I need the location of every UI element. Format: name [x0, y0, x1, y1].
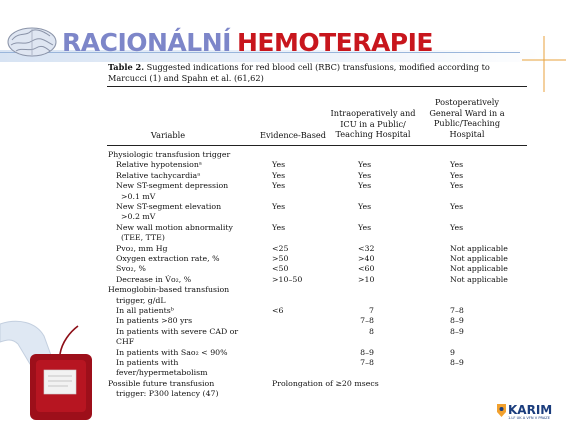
cell-evidence-based: >50 [272, 254, 289, 263]
logo-subtitle: 1.LF UK A VFN V PRAZE [508, 416, 551, 420]
cell-intraoperative: Yes [358, 202, 372, 211]
blood-bag-image [0, 318, 110, 424]
cell-variable: >0.2 mV [121, 212, 156, 222]
cell-intraoperative: 7–8 [360, 316, 374, 326]
cell-variable: In patients with [116, 358, 179, 367]
slide-title [62, 28, 433, 58]
cell-postoperative: 8–9 [450, 326, 464, 336]
cell-postoperative: Yes [450, 170, 464, 180]
cell-evidence-based: Yes [272, 181, 286, 191]
cell-postoperative: Yes [450, 181, 464, 191]
cell-evidence-based: <25 [272, 243, 289, 253]
cell-intraoperative: Yes [358, 170, 372, 180]
cell-intraoperative: >40 [358, 254, 375, 263]
cell-variable: New wall motion abnormality [116, 222, 233, 232]
cell-intraoperative: Yes [358, 160, 372, 170]
cell-variable: CHF [116, 337, 135, 347]
cell-evidence-based: >10–50 [272, 274, 303, 284]
cell-postoperative: Yes [450, 160, 464, 170]
cell-postoperative: 7–8 [450, 306, 464, 315]
cell-postoperative: Not applicable [450, 254, 508, 263]
column-header-variable: Variable [150, 130, 186, 140]
column-header-intraoperative: Intraoperatively and ICU in a Public/ Teaching Hospital [330, 108, 416, 139]
cell-variable: Possible future transfusion [108, 378, 215, 388]
cell-variable: New ST-segment elevation [116, 202, 222, 211]
cell-evidence-based: Yes [272, 160, 286, 170]
cell-intraoperative: <32 [358, 243, 375, 253]
cell-intraoperative: >10 [358, 274, 375, 284]
cell-postoperative: 9 [450, 347, 455, 357]
cell-variable: Svo₂, % [116, 264, 146, 274]
cell-postoperative: Yes [450, 202, 464, 211]
table-top-rule [107, 86, 527, 87]
title-part1: RACIONÁLNÍ [62, 28, 231, 57]
cell-variable: In all patientsᵇ [116, 306, 174, 315]
column-header-postoperative: Postoperatively General Ward in a Public/Teaching Hospital [429, 97, 505, 139]
cell-variable: Oxygen extraction rate, % [116, 254, 220, 263]
logo-name: KARIM [508, 403, 553, 417]
cell-variable: Pvo₂, mm Hg [116, 243, 168, 253]
cell-intraoperative: 7 [369, 306, 374, 315]
cell-evidence-based: <50 [272, 264, 289, 274]
cell-variable: >0.1 mV [121, 191, 156, 201]
column-header-evidence-based: Evidence-Based [260, 130, 326, 140]
cell-variable: trigger: P300 latency (47) [116, 389, 219, 399]
cell-intraoperative: 8–9 [360, 347, 374, 357]
cell-postoperative: Yes [450, 222, 464, 232]
title-part2: HEMOTERAPIE [236, 28, 433, 57]
cell-postoperative: 8–9 [450, 316, 464, 326]
brain-icon [6, 26, 58, 58]
crosshair-decoration-icon [522, 36, 566, 92]
table-header-rule [107, 145, 527, 146]
cell-variable: In patients >80 yrs [116, 316, 193, 326]
cell-intraoperative: Yes [358, 181, 372, 191]
cell-variable: (TEE, TTE) [121, 233, 165, 243]
cell-variable: New ST-segment depression [116, 181, 229, 191]
cell-evidence-based: Yes [272, 222, 286, 232]
cell-variable: Relative tachycardiaᵃ [116, 170, 201, 180]
table-caption [108, 62, 528, 84]
table-caption-label: Table 2. [108, 62, 145, 72]
cell-evidence-based: Prolongation of ≥20 msecs [272, 378, 379, 388]
cell-evidence-based: <6 [272, 306, 284, 315]
cell-variable: fever/hypermetabolism [116, 368, 208, 378]
cell-intraoperative: 8 [369, 326, 374, 336]
cell-variable: Relative hypotensionᵃ [116, 160, 202, 170]
cell-postoperative: Not applicable [450, 264, 508, 274]
cell-variable: In patients with Sao₂ < 90% [116, 347, 228, 357]
cell-variable: In patients with severe CAD or [116, 326, 239, 336]
cell-postoperative: Not applicable [450, 243, 508, 253]
cell-postoperative: 8–9 [450, 358, 464, 367]
cell-evidence-based: Yes [272, 202, 286, 211]
cell-variable: Decrease in V̇o₂, % [116, 274, 192, 284]
cell-variable: Physiologic transfusion trigger [108, 150, 231, 159]
cell-evidence-based: Yes [272, 170, 286, 180]
cell-postoperative: Not applicable [450, 274, 508, 284]
cell-variable: trigger, g/dL [116, 295, 166, 305]
table-caption-text: Suggested indications for red blood cell (RBC) transfusions, modified according to Marcucci (1) and Spahn et al. (61,62) [108, 62, 490, 83]
cell-variable: Hemoglobin-based transfusion [108, 285, 230, 295]
cell-intraoperative: <60 [358, 264, 375, 274]
cell-intraoperative: 7–8 [360, 358, 374, 367]
cell-intraoperative: Yes [358, 222, 372, 232]
